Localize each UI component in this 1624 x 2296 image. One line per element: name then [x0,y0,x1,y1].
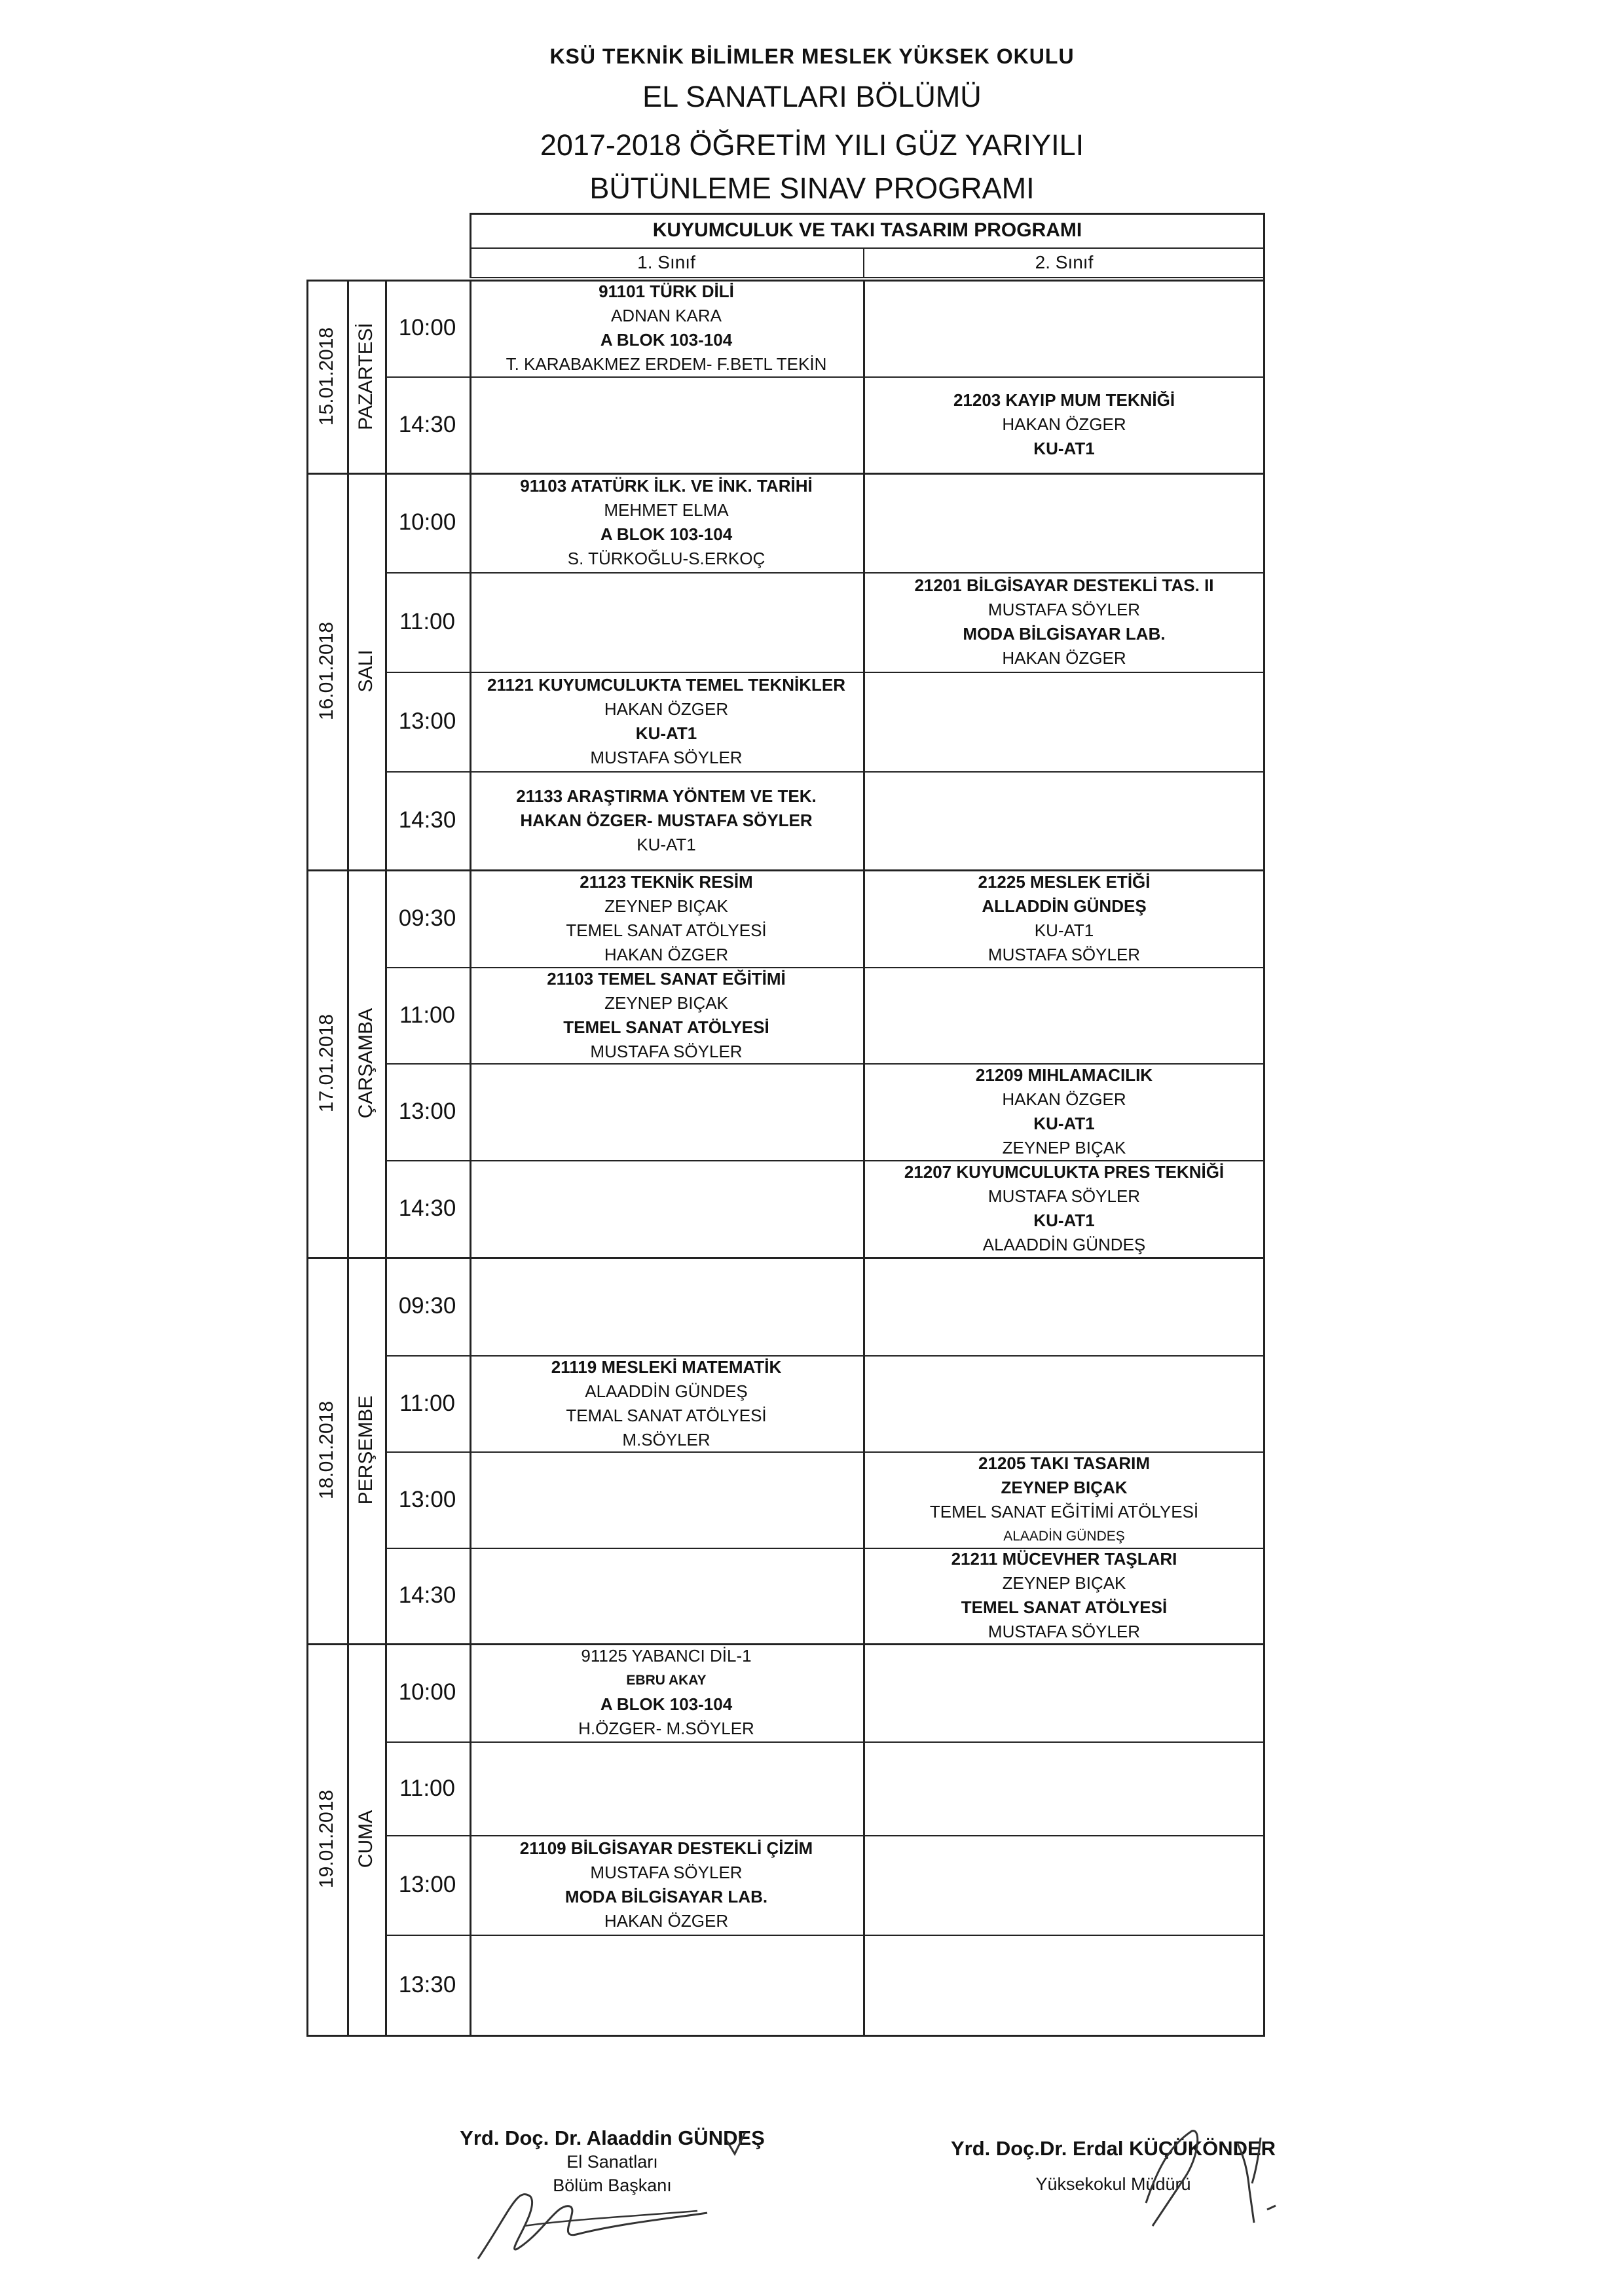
exam-line: ZEYNEP BIÇAK [1001,1477,1128,1497]
class-1-exam [470,1160,863,1257]
class-2-exam [863,1835,1265,1935]
column-header-class-2: 2. Sınıf [1035,251,1094,272]
slot-time: 10:00 [398,1679,456,1705]
class-2-exam [863,1355,1265,1451]
exam-line: KU-AT1 [1033,1211,1095,1230]
slot-time: 11:00 [399,1390,455,1416]
exam-line: ALLADDİN GÜNDEŞ [982,896,1147,916]
exam-title: BÜTÜNLEME SINAV PROGRAMI [589,172,1035,205]
exam-line: ADNAN KARA [610,306,722,325]
exam-line: 21205 TAKI TASARIM [978,1453,1150,1473]
slot-time: 13:00 [398,1099,456,1124]
slot-time: 13:00 [398,708,456,734]
day-date: 19.01.2018 [316,1789,337,1889]
day-name: PAZARTESİ [355,322,377,430]
class-1-exam [470,572,863,672]
day-date: 18.01.2018 [316,1400,337,1500]
slot-time: 13:00 [398,1486,456,1512]
slot-time: 13:00 [398,1872,456,1897]
class-1-exam [470,1257,863,1355]
exam-line: MUSTAFA SÖYLER [987,1186,1141,1206]
exam-line: HAKAN ÖZGER [1002,414,1126,434]
exam-line: TEMAL SANAT ATÖLYESİ [566,1405,767,1425]
class-1-exam [470,672,863,771]
exam-line: ALAADDİN GÜNDEŞ [982,1235,1146,1254]
class-2-exam [863,376,1265,473]
class-1-exam [470,1063,863,1160]
exam-line: TEMEL SANAT ATÖLYESİ [961,1597,1168,1617]
exam-line: ZEYNEP BIÇAK [604,896,728,916]
exam-line: 21103 TEMEL SANAT EĞİTİMİ [547,968,786,989]
day-name: PERŞEMBE [355,1395,377,1505]
class-2-exam [863,672,1265,771]
class-1-exam [470,1835,863,1935]
table-border-bottom [306,2035,1265,2037]
slot-time: 11:00 [399,609,455,634]
class-2-exam [863,280,1265,376]
exam-line: 21133 ARAŞTIRMA YÖNTEM VE TEK. [516,786,817,806]
exam-line: MUSTAFA SÖYLER [590,748,743,767]
exam-line: HAKAN ÖZGER [604,699,729,719]
class-1-exam [470,967,863,1063]
term-title: 2017-2018 ÖĞRETİM YILI GÜZ YARIYILI [540,128,1084,162]
class-1-exam [470,1741,863,1835]
slot-time: 09:30 [398,905,456,931]
table-column-rule [347,280,349,2035]
day-name: CUMA [355,1810,377,1868]
exam-line: 21123 TEKNİK RESİM [580,871,753,892]
exam-line: 21209 MIHLAMACILIK [975,1065,1153,1085]
exam-line: MUSTAFA SÖYLER [987,1622,1141,1641]
signature-right-handwritten [1107,2118,1303,2229]
day-name: ÇARŞAMBA [355,1008,377,1119]
exam-line: 91103 ATATÜRK İLK. VE İNK. TARİHİ [520,476,813,496]
day-date: 15.01.2018 [316,327,337,426]
exam-line: ALAADDİN GÜNDEŞ [585,1381,748,1401]
class-1-exam [470,1548,863,1643]
exam-line: MODA BİLGİSAYAR LAB. [963,624,1166,644]
exam-line: 21121 KUYUMCULUKTA TEMEL TEKNİKLER [487,675,846,695]
class-2-exam [863,1063,1265,1160]
exam-line: KU-AT1 [1033,439,1095,458]
slot-time: 10:00 [398,315,456,340]
exam-line: ZEYNEP BIÇAK [604,993,728,1013]
exam-line: 21119 MESLEKİ MATEMATİK [551,1357,782,1377]
slot-time: 14:30 [398,1582,456,1608]
exam-line: S. TÜRKOĞLU-S.ERKOÇ [567,549,766,568]
class-1-exam [470,1355,863,1451]
class-2-exam [863,1257,1265,1355]
slot-time: 09:30 [398,1293,456,1319]
signer-right-name: Yrd. Doç.Dr. Erdal KÜÇÜKÖNDER [950,2137,1276,2160]
signer-left-title: Bölüm Başkanı [553,2176,672,2195]
column-header-class-1: 1. Sınıf [637,251,695,272]
class-2-exam [863,869,1265,967]
exam-line: MODA BİLGİSAYAR LAB. [564,1887,768,1906]
exam-line: HAKAN ÖZGER [1002,648,1126,668]
exam-line: EBRU AKAY [626,1673,707,1688]
class-2-exam [863,473,1265,572]
exam-line: A BLOK 103-104 [600,1694,733,1714]
exam-line: 91101 TÜRK DİLİ [599,282,734,301]
class-2-exam [863,1643,1265,1741]
exam-line: TEMEL SANAT ATÖLYESİ [563,1017,769,1037]
exam-line: KU-AT1 [1033,1114,1095,1133]
class-2-exam [863,572,1265,672]
exam-line: KU-AT1 [635,723,697,743]
exam-line: 91125 YABANCI DİL-1 [581,1646,752,1666]
class-2-exam [863,1451,1265,1548]
exam-line: 21207 KUYUMCULUKTA PRES TEKNİĞİ [904,1162,1225,1182]
exam-line: KU-AT1 [637,834,696,854]
slot-time: 11:00 [399,1002,455,1028]
day-name: SALI [355,649,377,693]
exam-line: 21225 MESLEK ETİĞİ [978,871,1151,892]
day-date: 17.01.2018 [316,1013,337,1113]
class-2-exam [863,1160,1265,1257]
class-2-exam [863,1741,1265,1835]
exam-line: HAKAN ÖZGER [604,1911,729,1931]
class-1-exam [470,280,863,376]
exam-line: ALAADİN GÜNDEŞ [1003,1528,1125,1544]
slot-time: 10:00 [398,509,456,535]
class-2-exam [863,1548,1265,1643]
exam-line: TEMEL SANAT ATÖLYESİ [566,920,767,940]
exam-line: MUSTAFA SÖYLER [987,600,1141,619]
class-1-exam [470,473,863,572]
class-1-exam [470,771,863,869]
exam-line: A BLOK 103-104 [600,330,733,350]
exam-line: A BLOK 103-104 [600,524,733,544]
class-2-exam [863,1935,1265,2035]
exam-line: MEHMET ELMA [604,500,729,520]
exam-line: HAKAN ÖZGER [604,944,729,964]
exam-line: HAKAN ÖZGER [1002,1089,1126,1109]
class-2-exam [863,967,1265,1063]
exam-line: MUSTAFA SÖYLER [590,1041,743,1061]
exam-line: KU-AT1 [1034,920,1094,940]
department-name: EL SANATLARI BÖLÜMÜ [642,80,982,113]
class-1-exam [470,1451,863,1548]
exam-line: ZEYNEP BIÇAK [1002,1138,1126,1157]
signer-right-title: Yüksekokul Müdürü [1035,2174,1191,2194]
class-1-exam [470,1935,863,2035]
class-1-exam [470,869,863,967]
exam-line: HAKAN ÖZGER- MUSTAFA SÖYLER [520,810,813,830]
slot-time: 14:30 [398,807,456,833]
slot-time: 14:30 [398,411,456,437]
exam-line: 21109 BİLGİSAYAR DESTEKLİ ÇİZİM [519,1838,813,1858]
table-rule [470,277,1265,278]
exam-line: H.ÖZGER- M.SÖYLER [578,1719,754,1738]
class-1-exam [470,1643,863,1741]
exam-line: MUSTAFA SÖYLER [590,1863,743,1882]
exam-line: ZEYNEP BIÇAK [1002,1573,1126,1593]
table-column-rule [306,280,308,2035]
exam-line: M.SÖYLER [622,1429,710,1449]
exam-line: 21201 BİLGİSAYAR DESTEKLİ TAS. II [914,575,1214,595]
exam-line: 21211 MÜCEVHER TAŞLARI [951,1549,1177,1569]
slot-time: 11:00 [399,1775,455,1801]
class-1-exam [470,376,863,473]
slot-time: 14:30 [398,1195,456,1221]
exam-line: MUSTAFA SÖYLER [987,944,1141,964]
exam-line: 21203 KAYIP MUM TEKNİĞİ [953,390,1175,410]
school-name: KSÜ TEKNİK BİLİMLER MESLEK YÜKSEK OKULU [549,45,1075,68]
day-date: 16.01.2018 [316,621,337,721]
program-title: KUYUMCULUK VE TAKI TASARIM PROGRAMI [652,219,1082,241]
signer-left-name: Yrd. Doç. Dr. Alaaddin GÜNDEŞ [460,2126,765,2149]
class-2-exam [863,771,1265,869]
exam-line: TEMEL SANAT EĞİTİMİ ATÖLYESİ [929,1501,1199,1522]
signature-left-handwritten [471,2124,773,2275]
exam-line: T. KARABAKMEZ ERDEM- F.BETL TEKİN [506,354,827,374]
signer-left-unit: El Sanatları [566,2152,658,2172]
slot-time: 13:30 [398,1971,456,1997]
